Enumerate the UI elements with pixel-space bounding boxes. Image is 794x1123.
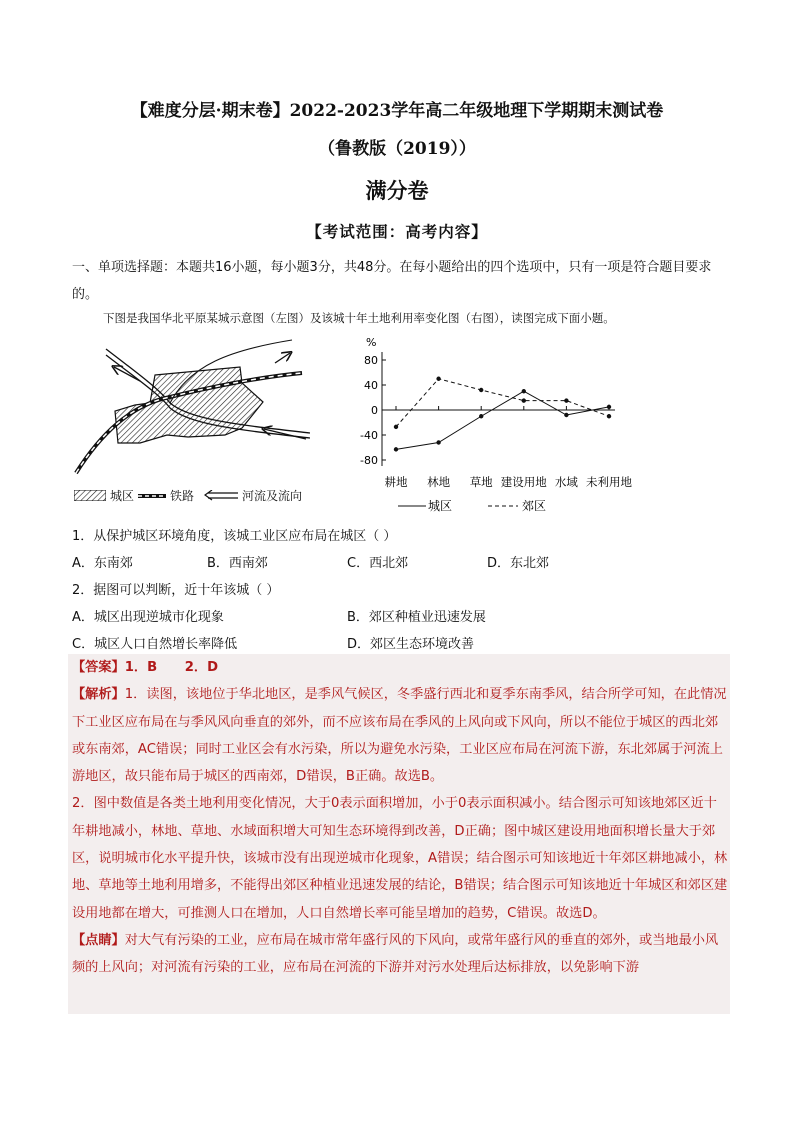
y-tick-label: -40 — [360, 429, 378, 442]
q2-option-b[interactable]: B．郊区种植业迅速发展 — [347, 610, 486, 625]
x-tick-label: 建设用地 — [500, 475, 547, 489]
legend-urban-label: 城区 — [428, 499, 453, 513]
answer-line — [68, 654, 730, 681]
exam-level: 满分卷 — [365, 178, 429, 203]
legend-city-label: 城区 — [110, 489, 135, 503]
q2-option-c[interactable]: C．城区人口自然增长率降低 — [72, 637, 238, 652]
x-tick-label: 水域 — [554, 475, 578, 489]
section-intro: 一、单项选择题：本题共16小题，每小题3分，共48分。在每小题给出的四个选项中，只有一项是符合题目要求的。 — [72, 260, 712, 302]
y-tick-label: 80 — [364, 354, 378, 367]
exam-scope: 【考试范围：高考内容】 — [306, 222, 488, 241]
q1-option-a[interactable]: A．东南郊 — [72, 556, 133, 571]
q2-option-d[interactable]: D．郊区生态环境改善 — [347, 637, 475, 652]
map-legend — [74, 487, 302, 504]
q1-option-b[interactable]: B．西南郊 — [207, 556, 268, 571]
answer-text: 1．B 2．D — [124, 660, 219, 675]
data-point — [607, 405, 611, 409]
railway-legend-swatch — [138, 490, 166, 501]
question-1-stem: 1．从保护城区环境角度，该城工业区应布局在城区（ ） — [72, 529, 397, 544]
tip-tag: 【点睛】 — [72, 932, 125, 948]
land-use-chart — [340, 334, 640, 519]
figure-lead: 下图是我国华北平原某城示意图（左图）及该城十年土地利用率变化图（右图），读图完成下面小题。 — [103, 311, 615, 325]
y-tick-label: -80 — [360, 454, 378, 467]
data-point — [522, 398, 526, 402]
q2-option-a[interactable]: A．城区出现逆城市化现象 — [72, 610, 224, 625]
analysis-1-text: 1．读图，该地位于华北地区，是季风气候区，冬季盛行西北和夏季东南季风，结合所学可知，在此情况下工业区应布局在与季风风向垂直的郊外，而不应该布局在季风的上风向或下风向，所以不能位于城区的西北郊或东南郊，AC错误；同时工业区会有水污染，所以为避免水污染，工业区应布局在河流下游，东北郊属于河流上游地区，故只能布局于城区的西南郊，D错误，B正确。故选B。 — [72, 687, 727, 785]
series-line-suburban — [396, 379, 609, 427]
data-point — [522, 389, 526, 393]
y-axis-label: % — [366, 336, 377, 349]
data-point — [479, 388, 483, 392]
series-line-urban — [396, 391, 609, 449]
q1-option-c[interactable]: C．西北郊 — [347, 556, 409, 571]
legend-railway-label: 铁路 — [170, 489, 195, 503]
y-tick-label: 40 — [364, 379, 378, 392]
answer-tag: 【答案】 — [72, 660, 125, 675]
legend-river-label: 河流及流向 — [242, 489, 303, 503]
city-legend-swatch — [74, 490, 106, 501]
river-legend-swatch — [204, 490, 238, 501]
data-point — [564, 413, 568, 417]
legend-suburban-label: 郊区 — [522, 499, 547, 513]
data-point — [607, 414, 611, 418]
tip-text: 对大气有污染的工业，应布局在城市常年盛行风的下风向，或常年盛行风的垂直的郊外，或当地最小风频的上风向；对河流有污染的工业，应布局在河流的下游并对污水处理后达标排放，以免影响下游 — [72, 932, 719, 976]
x-tick-label: 耕地 — [384, 475, 408, 489]
data-point — [436, 440, 440, 444]
data-point — [564, 398, 568, 402]
x-tick-label: 草地 — [469, 475, 493, 489]
answer-panel — [68, 654, 730, 1014]
exam-title: 【难度分层·期末卷】2022-2023学年高二年级地理下学期期末测试卷 — [130, 101, 664, 121]
q1-option-d[interactable]: D．东北郊 — [487, 556, 550, 571]
data-point — [479, 414, 483, 418]
x-tick-label: 未利用地 — [586, 475, 632, 489]
analysis-1 — [68, 681, 730, 790]
data-point — [394, 447, 398, 451]
analysis-2: 2．图中数值是各类土地利用变化情况，大于0表示面积增加，小于0表示面积减小。结合图示可知该地郊区近十年耕地减小，林地、草地、水域面积增大可知生态环境得到改善，D正确；图中城区建设用地面积增长量大于郊区，说明城市化水平提升快，该城市没有出现逆城市化现象，A错误；结合图示可知该地近十年郊区耕地减小，林地、草地等土地利用增多，不能得出郊区种植业迅速发展的结论，B错误；结合图示可知该地近十年城区和郊区建设用地都在增大，可推测人口在增加，人口自然增长率可能呈增加的趋势，C错误。故选D。 — [72, 796, 728, 921]
exam-subtitle: （鲁教版（2019）） — [318, 139, 476, 159]
city-map — [70, 335, 310, 505]
y-tick-label: 0 — [371, 404, 378, 417]
flow-arrow-icon — [275, 353, 290, 363]
analysis-tag: 【解析】 — [72, 687, 125, 703]
data-point — [436, 377, 440, 381]
flow-arrow-icon — [114, 367, 140, 381]
data-point — [394, 425, 398, 429]
tip — [68, 927, 730, 982]
question-2-stem: 2．据图可以判断，近十年该城（ ） — [72, 583, 280, 598]
x-tick-label: 林地 — [427, 475, 451, 489]
